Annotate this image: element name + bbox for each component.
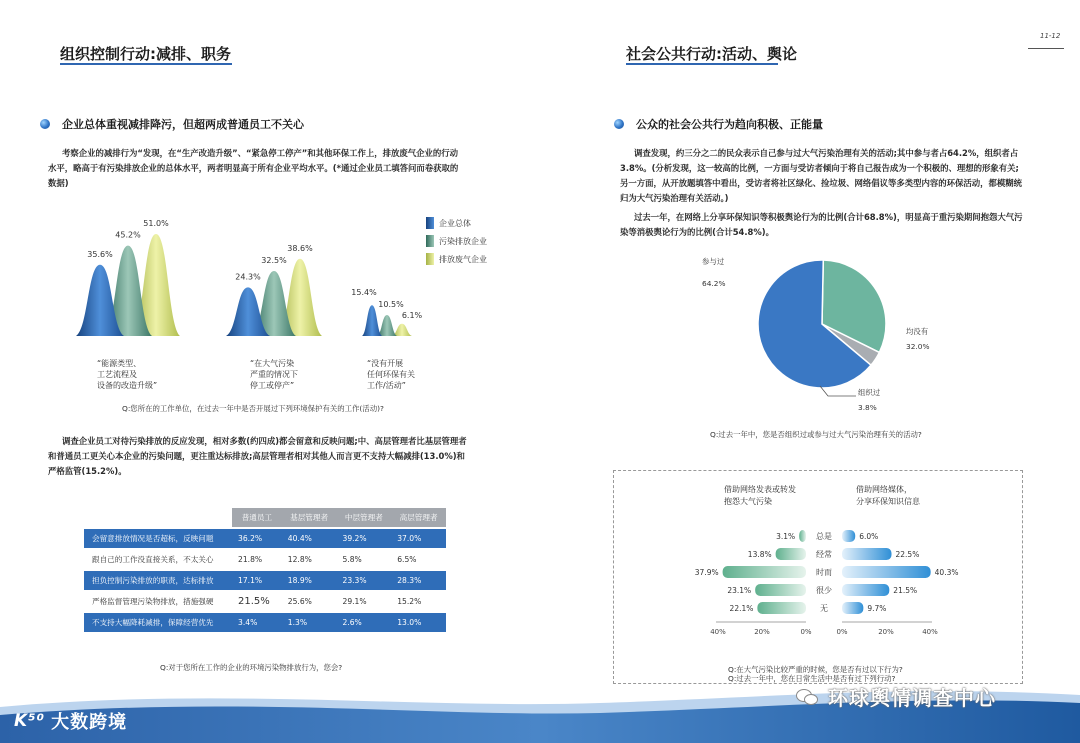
butterfly-right-bar — [842, 548, 892, 560]
peak-value-label: 6.1% — [401, 310, 423, 320]
peak-value-label: 32.5% — [261, 256, 287, 265]
butterfly-question-2: Q:过去一年中，您在日常生活中是否有过下列行动? — [728, 674, 896, 683]
legend-label: 企业总体 — [439, 218, 471, 228]
table-cell: 6.5% — [391, 550, 446, 569]
peak-mark — [362, 305, 382, 336]
butterfly-right-bar — [842, 584, 889, 596]
pie-chart — [752, 254, 892, 394]
left-subhead-text: 企业总体重视减排降污，但超两成普通员工不关心 — [62, 118, 304, 131]
butterfly-right-value: 40.3% — [934, 568, 959, 577]
butterfly-category: 总是 — [816, 532, 832, 541]
pie-label-participated: 参与过 — [702, 257, 725, 266]
peak-value-label: 51.0% — [143, 219, 169, 228]
legend-label: 污染排放企业 — [439, 236, 487, 246]
table-cell: 40.4% — [282, 529, 337, 548]
right-section-title: 社会公共行动:活动、舆论 — [626, 45, 797, 63]
butterfly-left-bar — [799, 530, 806, 542]
table-row — [84, 571, 446, 590]
right-subhead-text: 公众的社会公共行为趋向积极、正能量 — [636, 118, 823, 131]
right-subhead — [614, 116, 823, 132]
brand-left — [14, 708, 127, 734]
butterfly-right-title: 借助网络媒体， 分享环保知识信息 — [856, 485, 920, 506]
peak-group-label-0: “能源类型、 工艺流程及 设备的改造升级” — [97, 359, 158, 390]
brand-right-text: 环球舆情调查中心 — [828, 686, 996, 710]
peak-value-label: 15.4% — [351, 288, 377, 298]
pie-label-organized: 组织过 — [858, 388, 881, 397]
row-label: 严格监督管理污染物排放，措施强硬 — [84, 592, 232, 611]
butterfly-left-title: 借助网络发表或转发 抱怨大气污染 — [724, 485, 796, 506]
table-cell: 39.2% — [336, 529, 391, 548]
right-paragraph-1 — [620, 146, 1024, 206]
attitude-table — [84, 506, 446, 634]
peak-group-label-1: “在大气污染 严重的情况下 停工或停产” — [250, 359, 298, 390]
right-paragraph-2 — [620, 210, 1024, 240]
butterfly-left-bar — [723, 566, 806, 578]
butterfly-left-bar — [755, 584, 806, 596]
table-row — [84, 592, 446, 611]
table-cell: 37.0% — [391, 529, 446, 548]
butterfly-left-tick: 20% — [754, 628, 770, 636]
butterfly-category: 很少 — [816, 586, 832, 595]
butterfly-right-bar — [842, 602, 863, 614]
table-cell: 1.3% — [282, 613, 337, 632]
butterfly-right-bar — [842, 566, 931, 578]
table-cell: 21.5% — [232, 592, 282, 611]
butterfly-right-tick: 20% — [878, 628, 894, 636]
table-cell: 25.6% — [282, 592, 337, 611]
left-paragraph-2-text: 调查企业员工对待污染排放的反应发现，相对多数(约四成)都会留意和反映问题;中、高层管理者比基层管理者和普通员工更关心本企业的污染问题，更注重达标排放;高层管理者相对其他人而言更不支持大幅减排(13.0%)和严格监管(15.2%)。 — [48, 436, 467, 476]
butterfly-right-value: 9.7% — [867, 604, 887, 613]
bullet-icon — [40, 119, 50, 129]
butterfly-left-value: 22.1% — [729, 604, 754, 613]
page-number-rule — [1028, 48, 1064, 49]
butterfly-category: 时而 — [816, 568, 832, 577]
peak-value-label: 45.2% — [115, 230, 141, 240]
butterfly-left-bar — [776, 548, 806, 560]
peak-legend — [426, 214, 487, 268]
wechat-icon — [796, 687, 820, 707]
table-cell: 23.3% — [336, 571, 391, 590]
butterfly-left-bar — [757, 602, 806, 614]
table-cell: 21.8% — [232, 550, 282, 569]
peak-value-label: 10.5% — [378, 300, 404, 309]
pie-value-participated: 64.2% — [702, 279, 726, 288]
table-cell: 2.6% — [336, 613, 391, 632]
legend-swatch — [426, 253, 434, 265]
table-header: 普通员工 — [232, 508, 282, 527]
legend-swatch — [426, 235, 434, 247]
peak-value-label: 24.3% — [235, 272, 261, 282]
left-intro-paragraph — [48, 146, 464, 191]
peak-value-label: 38.6% — [287, 243, 313, 253]
table-row — [84, 550, 446, 569]
left-paragraph-2 — [48, 434, 468, 479]
peak-mark — [377, 315, 397, 336]
row-label: 跟自己的工作没直接关系，不太关心 — [84, 550, 232, 569]
table-cell: 5.8% — [336, 550, 391, 569]
row-label: 会留意排放情况是否超标，反映问题 — [84, 529, 232, 548]
butterfly-right-tick: 0% — [836, 628, 848, 636]
table-cell: 3.4% — [232, 613, 282, 632]
brand-left-logo-icon: K⁵⁰ — [14, 711, 46, 731]
brand-right — [796, 682, 996, 711]
butterfly-left-value: 13.8% — [747, 550, 772, 559]
left-title-rule — [60, 63, 232, 65]
question-2: Q:对于您所在工作的企业的环境污染物排放行为，您会? — [160, 663, 343, 672]
left-intro-text: 考察企业的减排行为“发现，在“生产改造升级”、“紧急停工停产”和其他环保工作上，排放废气企业的行动水平，略高于有污染排放企业的总体水平，两者明显高于所有企业平均水平。(*通过企业员工填答问而卷获取的数据) — [48, 148, 459, 188]
legend-item-0 — [426, 214, 487, 232]
butterfly-left-tick: 0% — [800, 628, 812, 636]
row-label: 担负控制污染排放的职责，达标排放 — [84, 571, 232, 590]
table-header-blank — [84, 508, 232, 527]
pie-label-none: 均没有 — [906, 327, 929, 336]
question-1: Q:您所在的工作单位，在过去一年中是否开展过下列环境保护有关的工作(活动)? — [122, 404, 384, 413]
table-cell: 28.3% — [391, 571, 446, 590]
table-cell: 17.1% — [232, 571, 282, 590]
butterfly-chart — [690, 524, 959, 644]
row-label: 不支持大幅降耗减排，保障经营优先 — [84, 613, 232, 632]
butterfly-question-1: Q:在大气污染比较严重的时候，您是否有过以下行为? — [728, 665, 903, 674]
pie-value-organized: 3.8% — [858, 403, 877, 412]
table-header: 基层管理者 — [282, 508, 337, 527]
brand-left-text: 大数跨境 — [51, 712, 128, 733]
legend-swatch — [426, 217, 434, 229]
butterfly-right-value: 6.0% — [859, 532, 879, 541]
butterfly-right-value: 21.5% — [893, 586, 918, 595]
butterfly-left-value: 37.9% — [694, 568, 719, 577]
table-cell: 18.9% — [282, 571, 337, 590]
right-paragraph-2-text: 过去一年，在网络上分享环保知识等积极舆论行为的比例(合计68.8%)，明显高于重污染期间抱怨大气污染等消极舆论行为的比例(合计54.8%)。 — [620, 212, 1023, 237]
page-number: 11-12 — [1040, 32, 1061, 40]
right-title-rule — [626, 63, 778, 65]
right-paragraph-1-text: 调查发现，约三分之二的民众表示自己参与过大气污染治理有关的活动;其中参与者占64.2%，组织者占3.8%。(分析发现，这一较高的比例，一方面与受访者倾向于将自己报告成为一个积极的、理想的形象有关;另一方面，从开放题填答中看出，受访者将社区绿化、捡垃圾、网络倡议等多类型内容的环保活动，都模糊统归为大气污染治理有关活动。) — [620, 148, 1022, 203]
table-header: 中层管理者 — [336, 508, 391, 527]
bullet-icon — [614, 119, 624, 129]
table-cell: 13.0% — [391, 613, 446, 632]
butterfly-category: 经常 — [816, 550, 832, 559]
peak-group-label-2: “没有开展 任何环保有关 工作/活动” — [367, 359, 415, 390]
legend-item-1 — [426, 232, 487, 250]
peak-value-label: 35.6% — [87, 249, 113, 259]
butterfly-left-value: 23.1% — [727, 586, 752, 595]
pie-question: Q:过去一年中，您是否组织过或参与过大气污染治理有关的活动? — [710, 430, 922, 439]
table-cell: 36.2% — [232, 529, 282, 548]
legend-label: 排放废气企业 — [439, 254, 487, 264]
table-cell: 29.1% — [336, 592, 391, 611]
butterfly-right-value: 22.5% — [895, 550, 920, 559]
left-subhead — [40, 116, 304, 132]
table-header-row — [84, 508, 446, 527]
table-row — [84, 529, 446, 548]
legend-item-2 — [426, 250, 487, 268]
pie-leader-line — [818, 384, 858, 404]
pie-value-none: 32.0% — [906, 342, 930, 351]
butterfly-right-bar — [842, 530, 855, 542]
table-cell: 15.2% — [391, 592, 446, 611]
butterfly-category: 无 — [820, 604, 828, 613]
butterfly-left-value: 3.1% — [776, 532, 796, 541]
table-cell: 12.8% — [282, 550, 337, 569]
table-header: 高层管理者 — [391, 508, 446, 527]
left-section-title: 组织控制行动:减排、职务 — [60, 45, 231, 63]
butterfly-right-tick: 40% — [922, 628, 938, 636]
table-row — [84, 613, 446, 632]
butterfly-left-tick: 40% — [710, 628, 726, 636]
